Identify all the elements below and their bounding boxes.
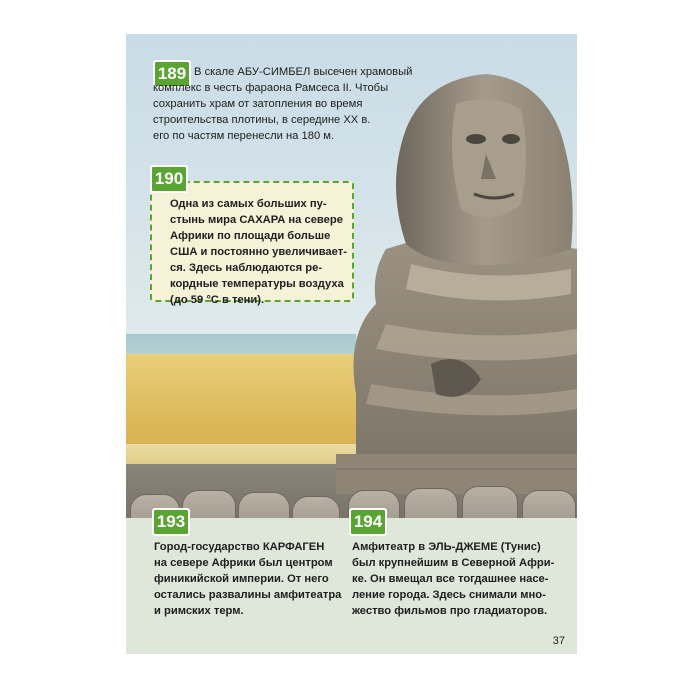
fact-193-line: финикийской империи. От него <box>154 573 329 585</box>
fact-189-line: комплекс в честь фараона Рамсеса II. Чтобы <box>153 82 389 94</box>
fact-190-line: (до 59 °С в тени). <box>170 294 265 306</box>
fact-189-line: его по частям перенесли на 180 м. <box>153 130 335 142</box>
fact-189-line: сохранить храм от затопления во время <box>153 98 363 110</box>
fact-194-line: Амфитеатр в ЭЛЬ-ДЖЕМЕ (Тунис) <box>352 541 541 553</box>
fact-193-line: на севере Африки был центром <box>154 557 333 569</box>
fact-190-line: Африки по площади больше <box>170 230 331 242</box>
fact-190-line: стынь мира САХАРА на севере <box>170 214 343 226</box>
fact-193-line: Город-государство КАРФАГЕН <box>154 541 325 553</box>
fact-190-line: ся. Здесь наблюдаются ре- <box>170 262 323 274</box>
fact-193-line: остались развалины амфитеатра <box>154 589 342 601</box>
fact-190-line: кордные температуры воздуха <box>170 278 344 290</box>
fact-189-line: В скале АБУ-СИМБЕЛ высечен храмовый <box>194 66 413 78</box>
fact-193-line: и римских терм. <box>154 605 244 617</box>
fact-193-number: 193 <box>152 508 190 536</box>
fact-190-box <box>150 181 354 306</box>
fact-190-line: США и постоянно увеличивает- <box>170 246 347 258</box>
fact-194-number: 194 <box>349 508 387 536</box>
bottom-facts-panel <box>126 512 577 654</box>
fact-194-line: ление города. Здесь снимали мно- <box>352 589 546 601</box>
book-page <box>126 34 577 654</box>
fact-194-line: ке. Он вмещал все тогдашнее насе- <box>352 573 549 585</box>
fact-190-line: Одна из самых больших пу- <box>170 198 327 210</box>
fact-189-line: строительства плотины, в середине XX в. <box>153 114 371 126</box>
fact-194-line: жество фильмов про гладиаторов. <box>352 605 548 617</box>
fact-194-line: был крупнейшим в Северной Афри- <box>352 557 555 569</box>
fact-189-number: 189 <box>153 60 191 88</box>
fact-190-number: 190 <box>150 165 188 193</box>
page-number: 37 <box>552 635 565 647</box>
